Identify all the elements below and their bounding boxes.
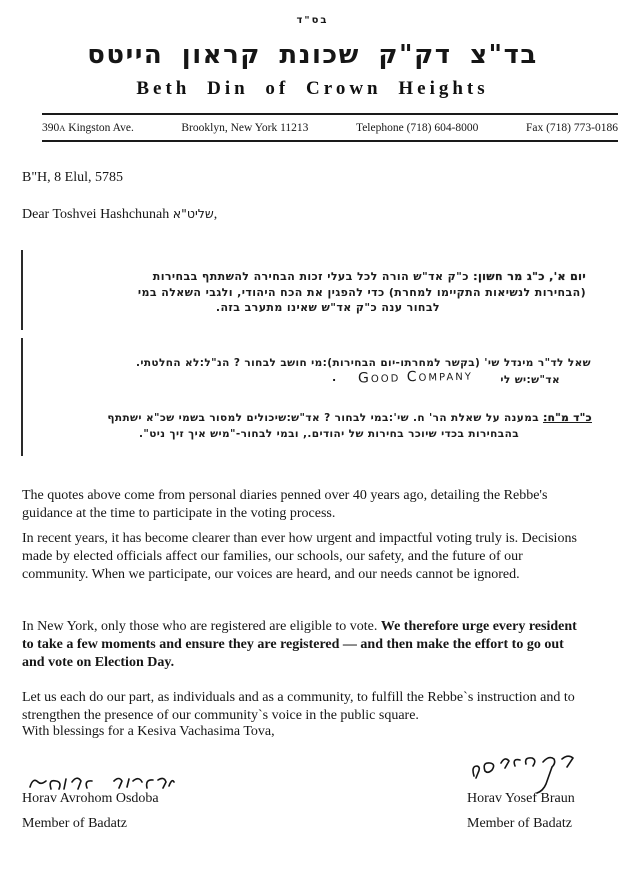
quote1-line3: לבחור ענה כ"ק אד"ש שאינו מתערב בזה. <box>215 301 440 314</box>
address-fax: Fax (718) 773-0186 <box>525 121 618 134</box>
address-city: Brooklyn, New York 11213 <box>181 121 309 134</box>
quote-block-2-prefix: אד"ש:יש לי <box>500 374 560 386</box>
quote-block-1 <box>138 269 586 316</box>
quote1-line1-rest: כ"ק אד"ש הורה לכל בעלי זכות הבחירה להשתתף בבחירות <box>152 270 474 283</box>
address-street <box>42 122 134 134</box>
p3-normal-text: In New York, only those who are registered are eligible to vote. <box>22 619 381 634</box>
salutation-hebrew: שליט"א <box>172 206 214 221</box>
quote-bar-2 <box>21 338 23 456</box>
street-rest: Kingston Ave. <box>65 121 134 134</box>
paragraph-quotes-origin: The quotes above come from personal diaries penned over 40 years ago, detailing the Rebbe's guidance at the time to participate in the voting process. <box>22 488 548 521</box>
hebrew-title: בד"צ דק"ק שכונת קראון הייטס <box>87 40 538 70</box>
quote-block-2-line1: שאל לד"ר מינדל שי' (בקשר למחרתו-יום הבחירות):מי חושב לבחור ? הנ"ל:לא החלטתי. <box>135 357 591 369</box>
closing-blessing: With blessings for a Kesiva Vachasima Tova, <box>22 724 275 739</box>
quote-bar-1 <box>21 250 23 330</box>
signatory-name-right: Horav Yosef Braun <box>467 791 575 806</box>
english-title: Beth Din of Crown Heights <box>136 78 489 99</box>
street-suffix: A <box>59 122 66 133</box>
date-line: B"H, 8 Elul, 5785 <box>22 170 123 185</box>
paragraph-voting-importance: In recent years, it has become clearer than ever how urgent and impactful voting truly is. Decisions made by elected officials affect our families, our schools, our safety, and the future of our community. When we participate, our voices are heard, and our needs cannot be ignored. <box>22 531 577 582</box>
paragraph-community-call: Let us each do our part, as individuals and as a community, to fulfill the Rebbe`s instruction and to strengthen the presence of our community`s voice in the public square. <box>22 690 575 723</box>
signatory-name-left: Horav Avrohom Osdoba <box>22 791 159 806</box>
quote1-line2: (הבחירות לנשיאות התקיימו למחרת) כדי להפגין את הכח היהודי, ולגבי השאלה במי <box>137 285 586 299</box>
address-phone: Telephone (718) 604-8000 <box>355 121 479 134</box>
quote1-line1 <box>138 269 586 285</box>
bsd-text: בס"ד <box>296 15 329 26</box>
address-bar <box>42 113 618 142</box>
signatory-title-left: Member of Badatz <box>22 816 127 831</box>
quote3-line2: בהבחירות בכדי שיוכר בחירות של יהודים., ובמי לבחור-"מיש איך זיך ניט". <box>139 428 519 440</box>
quote3-line1 <box>107 410 592 426</box>
p3-bold-text: We therefore urge every resident to take a few moments and ensure they are registered — and then make the effort to go out and vote on Election Day. <box>22 619 577 670</box>
handwritten-good-company: Good Company <box>357 367 474 387</box>
salutation-comma: , <box>213 207 218 222</box>
quote3-line1-rest: במענה על שאלת הר' ח. שי':במי לבחור ? אד"ש:שיכולים למסור בשמי שכ"א ישתתף <box>107 412 544 424</box>
signatory-title-right: Member of Badatz <box>467 816 572 831</box>
salutation <box>22 206 217 223</box>
quote-block-3 <box>107 410 592 442</box>
quote3-heading: כ"ד מ"ח: <box>543 412 592 424</box>
quote1-lead: יום א', כ"ג מר חשון: <box>473 270 586 283</box>
street-number: 390 <box>42 121 60 134</box>
paragraph-registration-urge <box>22 618 589 672</box>
salutation-english: Dear Toshvei Hashchunah <box>22 207 173 222</box>
quote-block-2-period: . <box>332 371 337 384</box>
